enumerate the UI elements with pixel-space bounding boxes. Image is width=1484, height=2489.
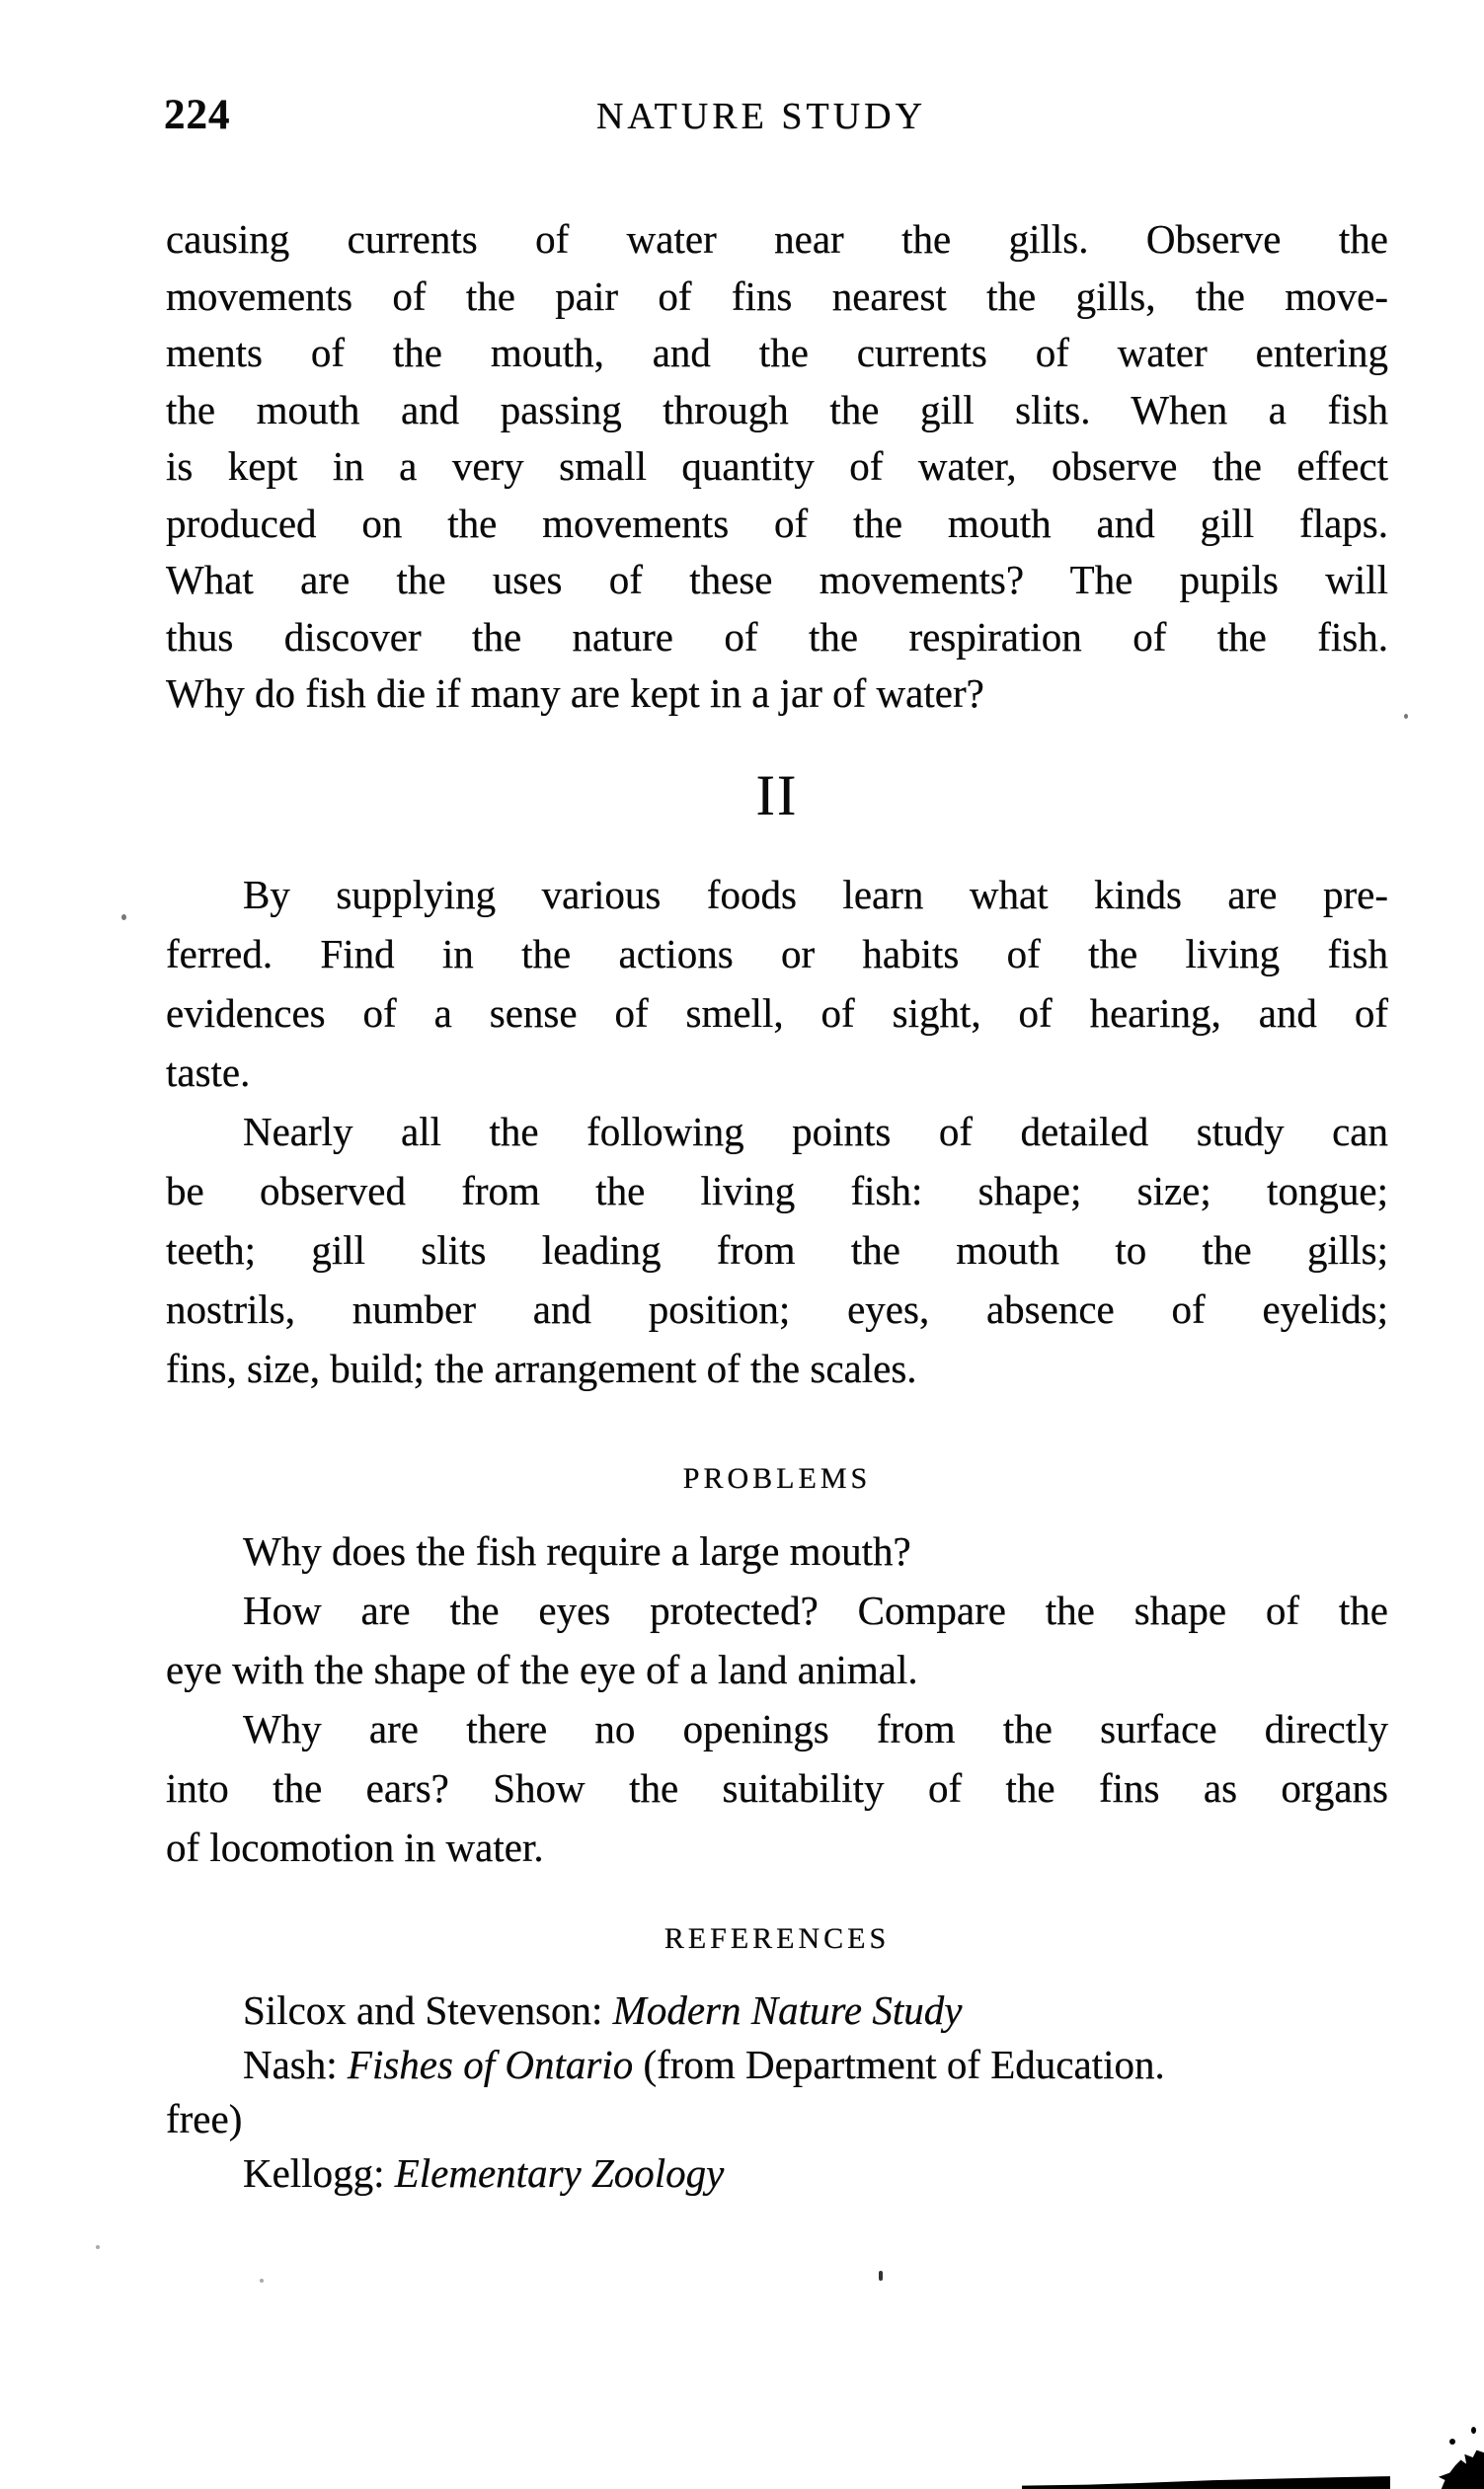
running-title: NATURE STUDY [595, 96, 927, 137]
reference-note: (from Department of Education. [633, 2042, 1165, 2087]
body-line: What are the uses of these movements? The pupils will [166, 557, 1388, 602]
reference-entry [166, 2038, 1388, 2092]
body-line: taste. [166, 1050, 251, 1095]
body-line: movements of the pair of fins nearest the gills, the move- [166, 272, 1388, 319]
body-line: Why does the fish require a large mouth? [243, 1528, 911, 1574]
body-line: Why are there no openings from the surface directly [243, 1706, 1388, 1751]
body-line: nostrils, number and position; eyes, absence of eyelids; [166, 1286, 1388, 1332]
page-number: 224 [164, 92, 231, 138]
paragraph-respiration [166, 211, 1388, 723]
body-line: Nearly all the following points of detailed study can [243, 1109, 1388, 1154]
body-line: produced on the movements of the mouth and gill flaps. [166, 500, 1388, 546]
scan-artifact-wedge [1022, 2472, 1390, 2489]
reference-authors: Nash: [243, 2042, 348, 2087]
scan-speck [1404, 714, 1408, 719]
references-heading: REFERENCES [664, 1922, 891, 1955]
body-line: fins, size, build; the arrangement of the scales. [166, 1346, 917, 1391]
reference-entry [166, 2092, 1388, 2146]
section-heading-ii: II [755, 763, 799, 827]
section-ii-paragraphs [166, 865, 1388, 1398]
body-line: evidences of a sense of smell, of sight, of hearing, and of [166, 990, 1388, 1036]
body-line: of locomotion in water. [166, 1825, 544, 1870]
scan-speck [260, 2279, 264, 2283]
body-line: ments of the mouth, and the currents of water entering [166, 330, 1388, 375]
body-line: be observed from the living fish: shape; size; tongue; [166, 1168, 1388, 1213]
body-line: ferred. Find in the actions or habits of the living fish [166, 931, 1388, 976]
reference-continuation: free) [166, 2096, 243, 2141]
body-line: How are the eyes protected? Compare the shape of the [243, 1588, 1388, 1633]
scan-speck [96, 2245, 100, 2249]
body-line: teeth; gill slits leading from the mouth to the gills; [166, 1227, 1388, 1273]
body-line: causing currents of water near the gills. Observe the [166, 216, 1388, 262]
scan-artifact-blob [1438, 2449, 1484, 2489]
body-line: the mouth and passing through the gill slits. When a fish [166, 386, 1388, 432]
body-line: eye with the shape of the eye of a land animal. [166, 1647, 918, 1692]
body-line: is kept in a very small quantity of water, observe the effect [166, 443, 1388, 489]
problems-paragraphs [166, 1521, 1388, 1877]
scan-speck [879, 2271, 883, 2281]
scan-speck [1471, 2427, 1476, 2434]
reference-authors: Kellogg: [243, 2150, 395, 2196]
reference-authors: Silcox and Stevenson: [243, 1987, 613, 2033]
scan-speck [1449, 2439, 1455, 2445]
scan-speck [121, 914, 126, 920]
body-line: Why do fish die if many are kept in a jar of water? [166, 670, 984, 716]
reference-title: Elementary Zoology [394, 2150, 725, 2196]
body-line: By supplying various foods learn what kinds are pre- [243, 872, 1388, 917]
body-line: into the ears? Show the suitability of the fins as organs [166, 1765, 1388, 1811]
reference-entry [166, 1983, 1388, 2038]
references-list [166, 1983, 1388, 2201]
reference-title: Modern Nature Study [612, 1987, 963, 2033]
body-line: thus discover the nature of the respiration of the fish. [166, 613, 1388, 660]
problems-heading: PROBLEMS [682, 1462, 872, 1495]
reference-entry [166, 2146, 1388, 2201]
reference-title: Fishes of Ontario [347, 2042, 634, 2087]
